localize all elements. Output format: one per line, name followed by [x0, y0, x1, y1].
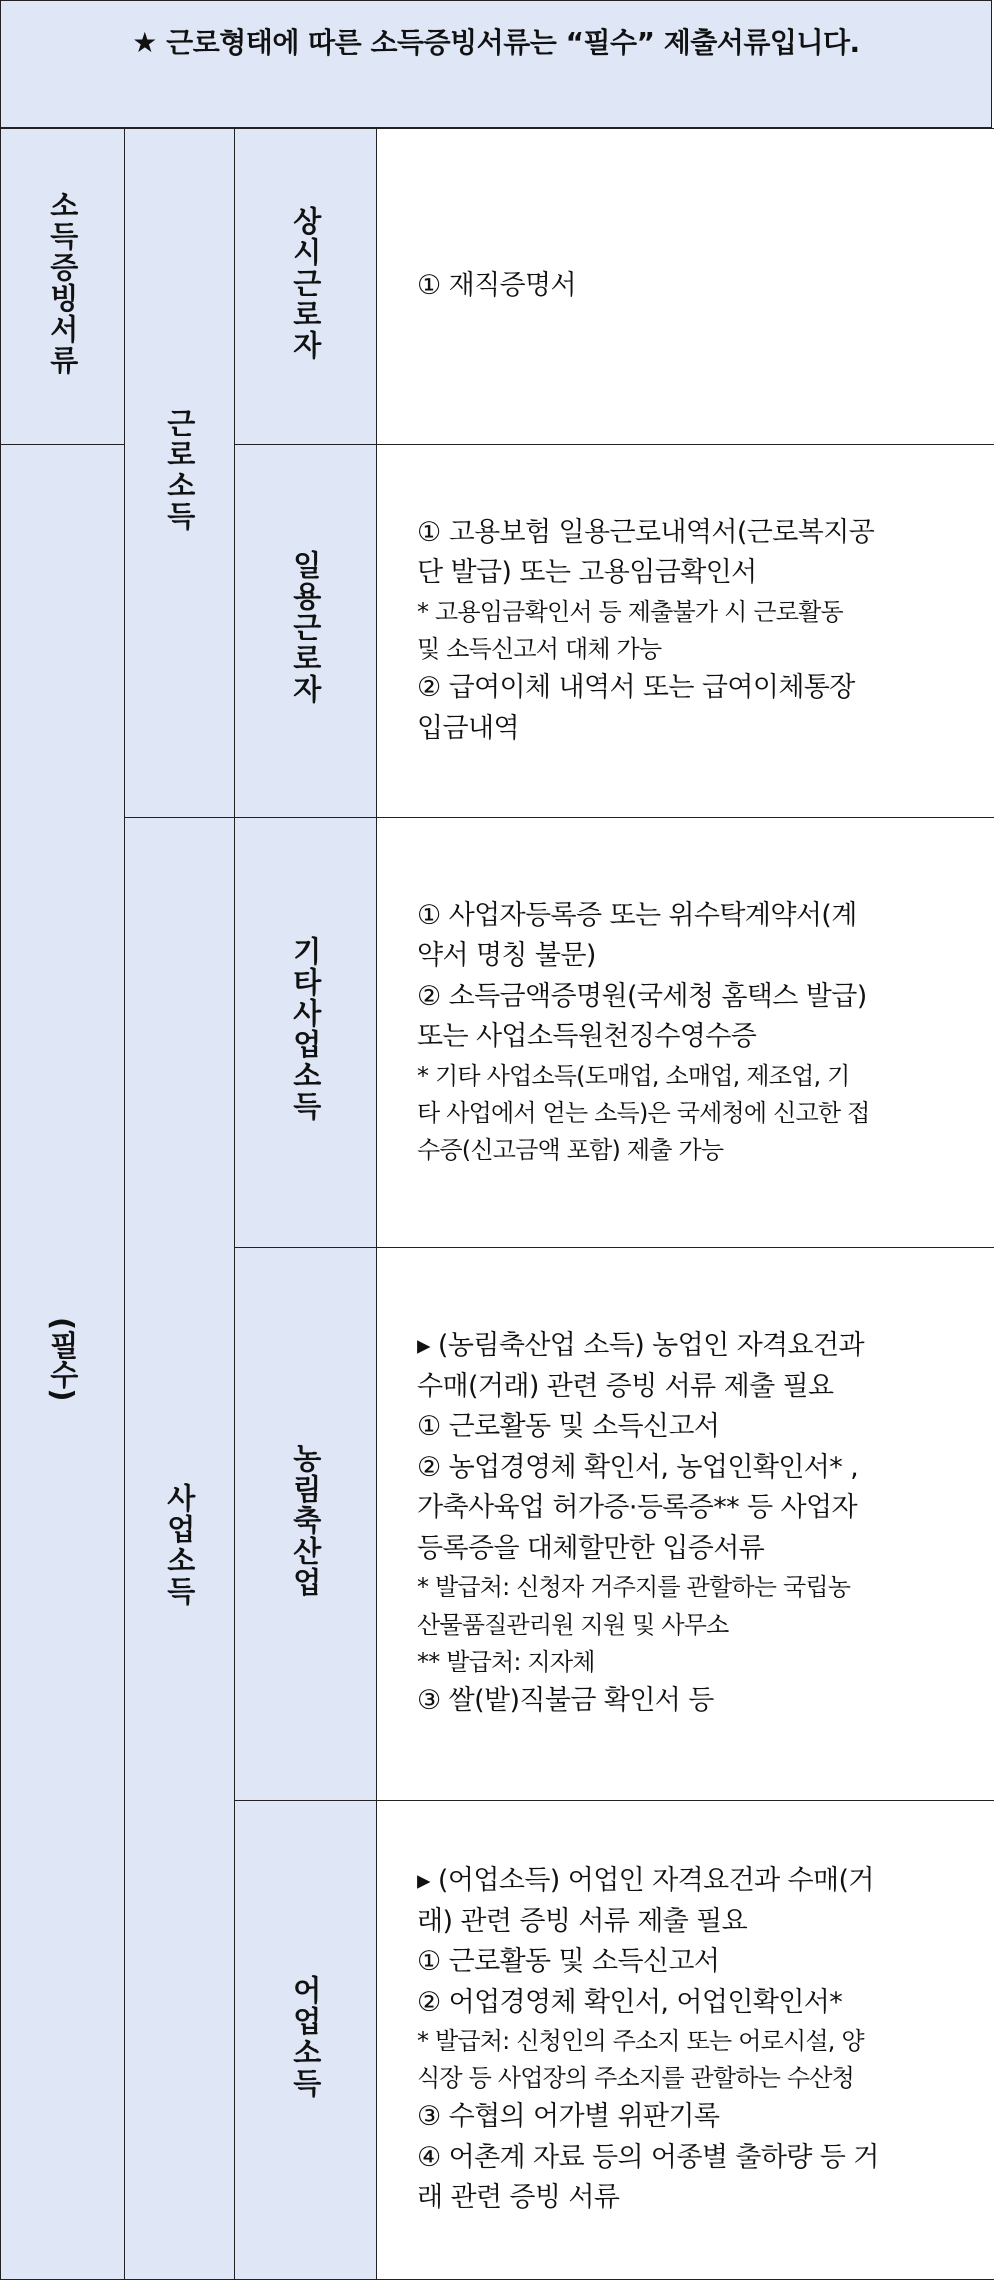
content-note: 타 사업에서 얻는 소득)은 국세청에 신고한 접 [417, 1095, 976, 1132]
content-note: * 발급처: 신청자 거주지를 관할하는 국립농 [417, 1569, 976, 1606]
col1-top-label: 소득증빙서류 [46, 190, 78, 376]
row-fishery-content [377, 1801, 994, 2280]
header-banner [0, 0, 992, 128]
row-farm-label: 농림축산업 [289, 1443, 321, 1598]
row-daily-label: 일용근로자 [289, 550, 321, 705]
content-line: ③ 수협의 어가별 위판기록 [417, 2097, 976, 2138]
col1-top-cell [1, 129, 125, 445]
group-business-cell [125, 818, 235, 2280]
content-line: 또는 사업소득원천징수영수증 [417, 1017, 976, 1058]
row-other-label-cell [235, 818, 377, 1248]
content-note: ** 발급처: 지자체 [417, 1644, 976, 1681]
group-labor-cell [125, 129, 235, 818]
row-farm-content [377, 1248, 994, 1801]
content-line: 가축사육업 허가증·등록증** 등 사업자 [417, 1488, 976, 1529]
content-line: 등록증을 대체할만한 입증서류 [417, 1529, 976, 1570]
content-line: ① 사업자등록증 또는 위수탁계약서(계 [417, 896, 976, 937]
group-labor-label: 근로소득 [163, 408, 195, 532]
content-line: 래 관련 증빙 서류 [417, 2178, 976, 2219]
documents-table [0, 128, 994, 2280]
content-note: * 기타 사업소득(도매업, 소매업, 제조업, 기 [417, 1058, 976, 1095]
row-regular-label-cell [235, 129, 377, 445]
content-line: ① 재직증명서 [417, 266, 976, 307]
content-line: ② 농업경영체 확인서, 농업인확인서* , [417, 1448, 976, 1489]
row-fishery-label-cell [235, 1801, 377, 2280]
content-line: ② 소득금액증명원(국세청 홈택스 발급) [417, 977, 976, 1018]
content-line: ④ 어촌계 자료 등의 어종별 출하량 등 거 [417, 2138, 976, 2179]
content-note: 및 소득신고서 대체 가능 [417, 631, 976, 668]
content-line: ② 급여이체 내역서 또는 급여이체통장 [417, 668, 976, 709]
col1-bottom-label: (필수) [46, 1317, 78, 1402]
content-line: ② 어업경영체 확인서, 어업인확인서* [417, 1983, 976, 2024]
content-line: 수매(거래) 관련 증빙 서류 제출 필요 [417, 1367, 976, 1408]
content-line: ① 근로활동 및 소득신고서 [417, 1942, 976, 1983]
group-business-label: 사업소득 [163, 1483, 195, 1607]
content-line: ▸ (어업소득) 어업인 자격요건과 수매(거 [417, 1861, 976, 1902]
row-farm-label-cell [235, 1248, 377, 1801]
content-line: 래) 관련 증빙 서류 제출 필요 [417, 1902, 976, 1943]
content-line: 단 발급) 또는 고용임금확인서 [417, 553, 976, 594]
row-regular-content [377, 129, 994, 445]
row-daily-label-cell [235, 445, 377, 818]
header-title: ★ 근로형태에 따른 소득증빙서류는 “필수” 제출서류입니다. [132, 21, 859, 61]
content-note: * 발급처: 신청인의 주소지 또는 어로시설, 양 [417, 2023, 976, 2060]
content-note: * 고용임금확인서 등 제출불가 시 근로활동 [417, 594, 976, 631]
content-line: ① 고용보험 일용근로내역서(근로복지공 [417, 513, 976, 554]
col1-bottom-cell [1, 445, 125, 2280]
row-regular-label: 상시근로자 [289, 206, 321, 361]
row-other-content [377, 818, 994, 1248]
row-fishery-label: 어업소득 [289, 1975, 321, 2099]
content-line: ③ 쌀(밭)직불금 확인서 등 [417, 1681, 976, 1722]
content-note: 산물품질관리원 지원 및 사무소 [417, 1607, 976, 1644]
content-line: ① 근로활동 및 소득신고서 [417, 1407, 976, 1448]
content-line: 입금내역 [417, 709, 976, 750]
content-note: 수증(신고금액 포함) 제출 가능 [417, 1132, 976, 1169]
row-other-label: 기타사업소득 [289, 936, 321, 1122]
content-line: ▸ (농림축산업 소득) 농업인 자격요건과 [417, 1326, 976, 1367]
content-line: 약서 명칭 불문) [417, 936, 976, 977]
content-note: 식장 등 사업장의 주소지를 관할하는 수산청 [417, 2060, 976, 2097]
row-daily-content [377, 445, 994, 818]
